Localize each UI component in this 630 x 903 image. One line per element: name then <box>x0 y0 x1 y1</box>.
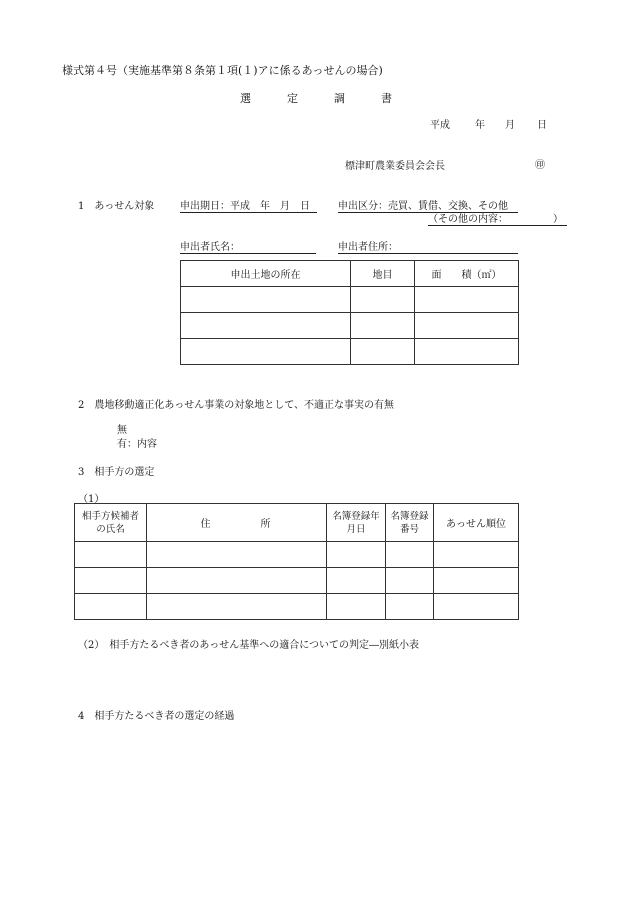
section4-label: 4 相手方たるべき者の選定の経過 <box>78 711 235 722</box>
cell-rank[interactable] <box>434 594 519 620</box>
option-none: 無 <box>117 425 127 436</box>
table-row <box>75 542 519 568</box>
cell-name[interactable] <box>75 594 147 620</box>
table-row <box>181 339 519 365</box>
applicant-address: 申出者住所： <box>338 238 518 254</box>
header-land-area: 面 積（㎡） <box>415 261 519 287</box>
cell-location[interactable] <box>181 313 351 339</box>
cell-address[interactable] <box>147 568 327 594</box>
apply-type: 申出区分：売買、賃借、交換、その他 <box>338 197 518 213</box>
cell-address[interactable] <box>147 542 327 568</box>
apply-date: 申出期日：平成 年 月 日 <box>180 197 317 213</box>
header-land-category: 地目 <box>351 261 415 287</box>
cell-name[interactable] <box>75 542 147 568</box>
option-yes: 有：内容 <box>117 439 157 450</box>
form-number: 様式第４号（実施基準第８条第１項(１)アに係るあっせんの場合) <box>62 64 383 77</box>
date-year: 年 <box>475 120 485 131</box>
table-row <box>75 568 519 594</box>
section3-sub1: （1） <box>78 494 105 505</box>
applicant-name: 申出者氏名： <box>180 238 316 254</box>
section2-label: 2 農地移動適正化あっせん事業の対象地として、不適正な事実の有無 <box>78 400 395 411</box>
cell-area[interactable] <box>415 287 519 313</box>
seal-mark: ㊞ <box>535 160 545 171</box>
cell-category[interactable] <box>351 287 415 313</box>
table-row <box>75 594 519 620</box>
date-month: 月 <box>505 120 515 131</box>
cell-rank[interactable] <box>434 542 519 568</box>
other-detail: （その他の内容： ） <box>428 210 567 226</box>
header-register-date: 名簿登録年月日 <box>327 504 386 542</box>
candidate-table-header <box>75 504 519 542</box>
cell-location[interactable] <box>181 339 351 365</box>
land-table <box>180 260 519 365</box>
cell-location[interactable] <box>181 287 351 313</box>
cell-rank[interactable] <box>434 568 519 594</box>
header-land-location: 申出土地の所在 <box>181 261 351 287</box>
candidate-table <box>74 503 519 620</box>
cell-category[interactable] <box>351 339 415 365</box>
cell-area[interactable] <box>415 313 519 339</box>
cell-name[interactable] <box>75 568 147 594</box>
cell-number[interactable] <box>386 568 434 594</box>
cell-date[interactable] <box>327 542 386 568</box>
addressee: 標津町農業委員会会長 <box>345 161 445 172</box>
date-day: 日 <box>537 120 547 131</box>
cell-number[interactable] <box>386 542 434 568</box>
header-candidate-name: 相手方候補者の氏名 <box>75 504 147 542</box>
cell-date[interactable] <box>327 568 386 594</box>
cell-number[interactable] <box>386 594 434 620</box>
section1-label: 1 あっせん対象 <box>78 201 155 212</box>
section3-sub2: （2） 相手方たるべき者のあっせん基準への適合についての判定―別紙小表 <box>78 640 420 651</box>
cell-date[interactable] <box>327 594 386 620</box>
document-title: 選定調書 <box>240 92 428 105</box>
land-table-header <box>181 261 519 287</box>
header-register-number: 名簿登録番号 <box>386 504 434 542</box>
cell-area[interactable] <box>415 339 519 365</box>
table-row <box>181 287 519 313</box>
cell-address[interactable] <box>147 594 327 620</box>
header-address: 住 所 <box>147 504 327 542</box>
cell-category[interactable] <box>351 313 415 339</box>
header-mediation-rank: あっせん順位 <box>434 504 519 542</box>
section3-label: 3 相手方の選定 <box>78 467 155 478</box>
table-row <box>181 313 519 339</box>
date-era: 平成 <box>430 120 450 131</box>
